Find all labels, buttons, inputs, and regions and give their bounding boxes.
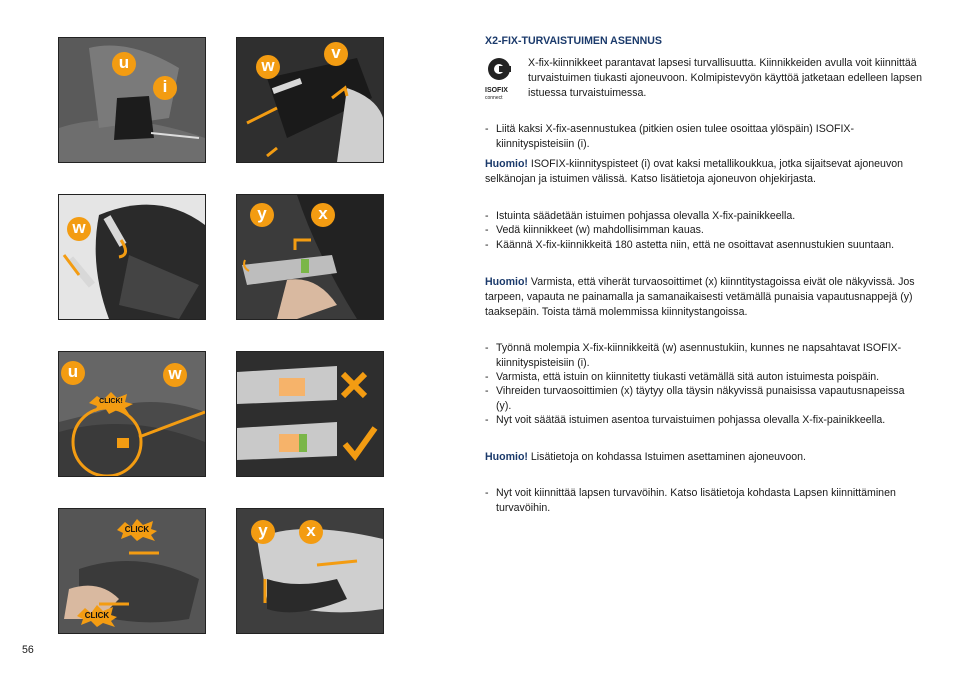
isofix-sub: connect (485, 95, 503, 101)
step1-item: - Liitä kaksi X-fix-asennustukea (pitkien osien tulee osoittaa ylöspäin) ISOFIX-kiinnityspisteisiin (i). (485, 122, 916, 152)
photo-click-push (58, 508, 206, 634)
isofix-connect-logo (485, 56, 517, 101)
click-text: CLICK! (99, 398, 123, 405)
label-w-badge: w (256, 55, 280, 79)
label-y-badge: y (251, 520, 275, 544)
label-x-badge: x (299, 520, 323, 544)
note-text: Lisätietoja on kohdassa Istuimen asettaminen ajoneuvoon. (527, 451, 806, 463)
step2-item: - Käännä X-fix-kiinnikkeitä 180 astetta niin, että ne osoittavat asennustukien suuntaan. (485, 238, 916, 253)
step4-note (485, 450, 925, 465)
note-label: Huomio! (485, 276, 528, 288)
photo-isofix-points (58, 37, 206, 163)
step2-item: - Vedä kiinnikkeet (w) mahdollisimman kauas. (485, 223, 916, 238)
photo-indicators (236, 351, 384, 477)
page-number: 56 (22, 644, 34, 656)
step3-item: - Vihreiden turvaosoittimien (x) täytyy olla täysin näkyvissä punaisissa vapautusnapeissa (y). (485, 384, 916, 414)
intro-paragraph: X-fix-kiinnikkeet parantavat lapsesi turvallisuutta. Kiinnikkeiden avulla voit kiinnittää turvaistuimen tiukasti ajoneuvoon. Kolmipistevyön käyttöä jatketaan edelleen lapsen istuessa turvaistuimessa. (528, 57, 922, 99)
step2-item: - Istuinta säädetään istuimen pohjassa olevalla X-fix-painikkeella. (485, 209, 916, 224)
label-u-badge: u (61, 361, 85, 385)
label-v-badge: v (324, 42, 348, 66)
isofix-brand: ISOFIX (485, 87, 508, 94)
step2-note (485, 275, 925, 320)
click-burst (77, 605, 117, 627)
note-label: Huomio! (485, 158, 528, 170)
section-title: X2-FIX-TURVAISTUIMEN ASENNUS (485, 35, 662, 47)
label-x-badge: x (311, 203, 335, 227)
step5-item: - Nyt voit kiinnittää lapsen turvavöihin. Katso lisätietoja kohdasta Lapsen kiinnittäminen turvavöihin. (485, 486, 916, 516)
photo-pull-check (236, 508, 384, 634)
label-w-badge: w (163, 363, 187, 387)
label-w-badge: w (67, 217, 91, 241)
click-text: CLICK (124, 525, 150, 534)
label-u-badge: u (112, 52, 136, 76)
note-label: Huomio! (485, 451, 528, 463)
photo-rotate-connector (58, 194, 206, 320)
photo-connector-extend (236, 37, 384, 163)
click-burst (117, 519, 157, 541)
photo-click-in (58, 351, 206, 477)
step3-item: - Varmista, että istuin on kiinnitetty tiukasti vetämällä sitä auton istuimesta poispäin. (485, 370, 916, 385)
click-text: CLICK (84, 611, 110, 620)
label-i-badge: i (153, 76, 177, 100)
step1-note (485, 157, 925, 187)
note-text: Varmista, että viherät turvaosoittimet (x) kiinntitystagoissa eivät ole näkyvissä. Jos tarpeen, vapauta ne painamalla ja samanaikaisesti vetämällä punaisia vapautusnappejä (y) taaksepäin. Toista tämä molemmissa kiinnitystangoissa. (485, 276, 915, 318)
step3-item: - Nyt voit säätää istuimen asentoa turvaistuimen pohjassa olevalla X-fix-painikkeella. (485, 413, 916, 428)
step3-item: - Työnnä molempia X-fix-kiinnikkeitä (w) asennustukiin, kunnes ne napsahtavat ISOFIX-kiinnityspisteisiin (i). (485, 341, 916, 371)
note-text: ISOFIX-kiinnityspisteet (i) ovat kaksi metallikoukkua, jotka sijaitsevat ajoneuvon selkänojan ja istuimen välissä. Katso lisätietoja ajoneuvon ohjekirjasta. (485, 158, 904, 185)
click-burst (89, 392, 133, 414)
label-y-badge: y (250, 203, 274, 227)
photo-release-button (236, 194, 384, 320)
